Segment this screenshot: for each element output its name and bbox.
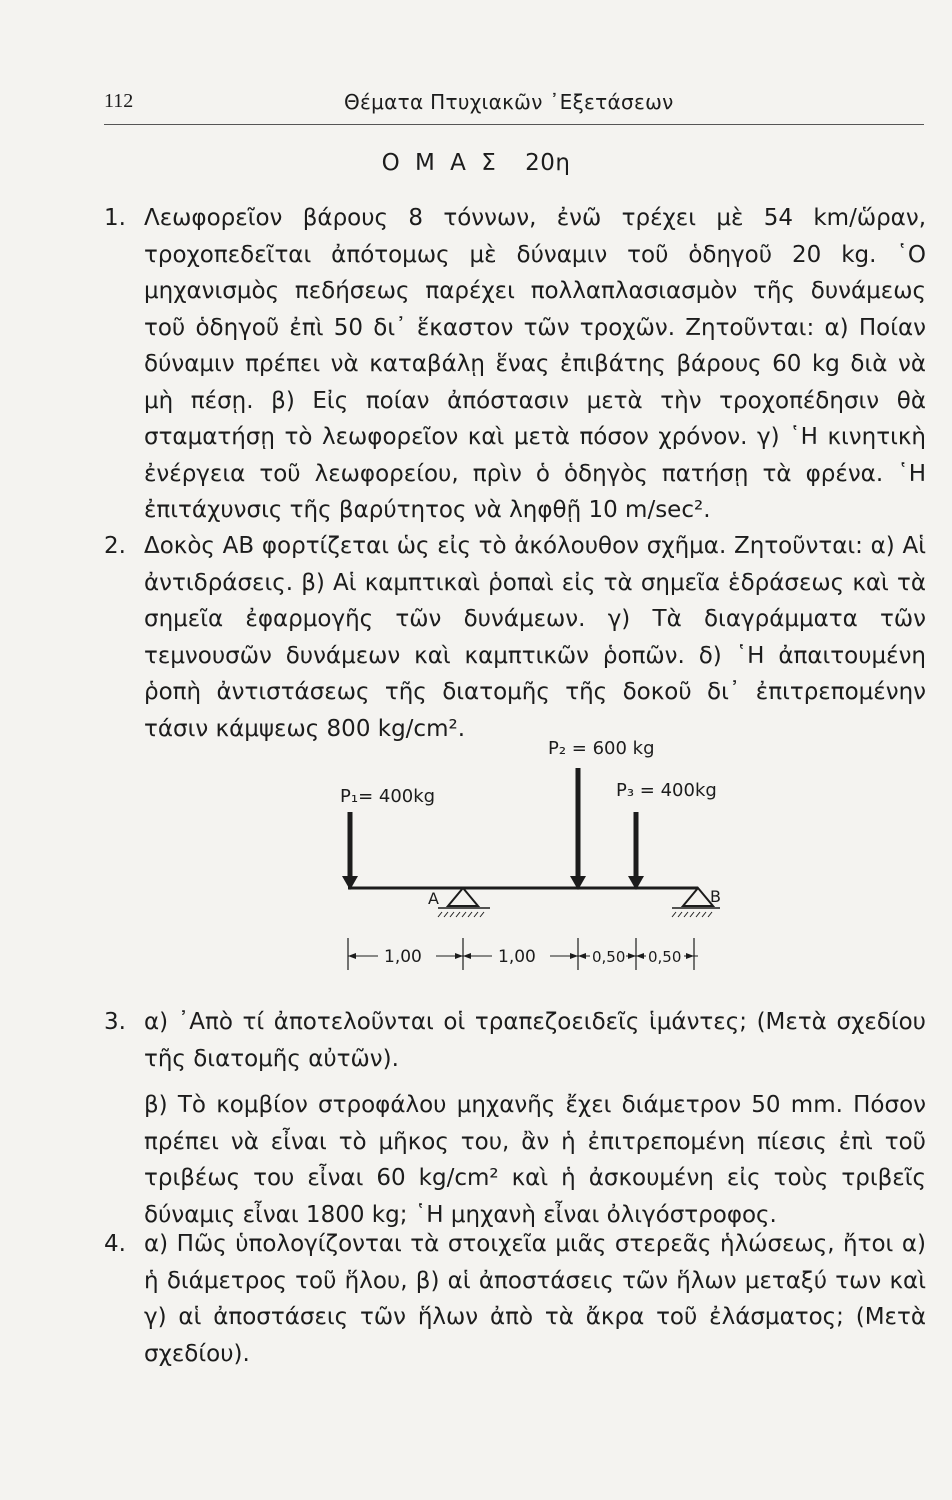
load-p2-label: P₂ = 600 kg: [548, 738, 655, 759]
problem-text-a: α) ᾿Απὸ τί ἀποτελοῦνται οἱ τραπεζοειδεῖς ἱμάντες; (Μετὰ σχεδίου τῆς διατομῆς αὐτῶν).: [144, 1009, 926, 1072]
dim-label-1: 1,00: [384, 947, 422, 967]
dim-label-4: 0,50: [648, 948, 682, 966]
running-header: [104, 88, 924, 125]
problem-text: α) Πῶς ὑπολογίζονται τὰ στοιχεῖα μιᾶς στερεᾶς ἡλώσεως, ἤτοι α) ἡ διάμετρος τοῦ ἥλου, β) αἱ ἀποστάσεις τῶν ἥλων μεταξύ των καὶ γ) αἱ ἀποστάσεις τῶν ἥλων ἀπὸ τὰ ἄκρα τοῦ ἐλάσματος; (Μετὰ σχεδίου).: [144, 1231, 926, 1367]
problem-number: 2.: [104, 533, 126, 559]
beam-diagram: [300, 730, 740, 980]
problem-2: [104, 528, 926, 747]
support-a: [448, 888, 478, 906]
support-b-label: B: [710, 887, 721, 906]
group-heading: [0, 150, 952, 176]
problem-text-b: β) Τὸ κομβίον στροφάλου μηχανῆς ἔχει διάμετρον 50 mm. Πόσον πρέπει νὰ εἶναι τὸ μῆκος του, ἂν ἡ ἐπιτρεπομένη πίεσις ἐπὶ τοῦ τριβέως του εἶναι 60 kg/cm² καὶ ἡ ἀσκουμένη εἰς τοὺς τριβεῖς δύναμις εἶναι 1800 kg; ῾Η μηχανὴ εἶναι ὀλιγόστροφος.: [144, 1092, 926, 1228]
page-number: 112: [104, 90, 134, 112]
problem-text: Λεωφορεῖον βάρους 8 τόννων, ἐνῶ τρέχει μὲ 54 km/ὥραν, τροχοπεδεῖται ἀπότομως μὲ δύναμιν τοῦ ὁδηγοῦ 20 kg. ῾Ο μηχανισμὸς πεδήσεως παρέχει πολλαπλασιασμὸν τῆς δυνάμεως τοῦ ὁδηγοῦ ἐπὶ 50 δι᾿ ἕκαστον τῶν τροχῶν. Ζητοῦνται: α) Ποίαν δύναμιν πρέπει νὰ καταβάλῃ ἕνας ἐπιβάτης βάρους 60 kg διὰ νὰ μὴ πέσῃ. β) Εἰς ποίαν ἀπόστασιν μετὰ τὴν τροχοπέδησιν θὰ σταματήσῃ τὸ λεωφορεῖον καὶ μετὰ πόσον χρόνον. γ) ῾Η κινητικὴ ἐνέργεια τοῦ λεωφορείου, πρὶν ὁ ὁδηγὸς πατήσῃ τὰ φρένα. ῾Η ἐπιτάχυνσις τῆς βαρύτητος νὰ ληφθῇ 10 m/sec².: [144, 205, 926, 523]
problem-text: Δοκὸς ΑΒ φορτίζεται ὡς εἰς τὸ ἀκόλουθον σχῆμα. Ζητοῦνται: α) Αἱ ἀντιδράσεις. β) Αἱ καμπτικαὶ ῥοπαὶ εἰς τὰ σημεῖα ἑδράσεως καὶ τὰ σημεῖα ἐφαρμογῆς τῶν δυνάμεων. γ) Τὰ διαγράμματα τῶν τεμνουσῶν δυνάμεων καὶ καμπτικῶν ῥοπῶν. δ) ῾Η ἀπαιτουμένη ῥοπὴ ἀντιστάσεως τῆς διατομῆς τῆς δοκοῦ δι᾿ ἐπιτρεπομένην τάσιν κάμψεως 800 kg/cm².: [144, 533, 926, 742]
problem-number: 4.: [104, 1231, 126, 1257]
problem-1: [104, 200, 926, 529]
dim-label-2: 1,00: [498, 947, 536, 967]
support-b: [683, 888, 713, 906]
problem-number: 1.: [104, 205, 126, 231]
load-p1-label: P₁= 400kg: [340, 786, 436, 807]
load-p3-label: P₃ = 400kg: [616, 780, 717, 801]
problem-4: [104, 1226, 926, 1372]
dim-label-3: 0,50: [592, 948, 626, 966]
support-a-label: A: [428, 889, 439, 908]
problem-3: [104, 1004, 926, 1233]
running-title: Θέματα Πτυχιακῶν ᾿Εξετάσεων: [344, 90, 674, 114]
group-number: 20η: [525, 150, 571, 176]
problem-number: 3.: [104, 1009, 126, 1035]
group-label: Ο Μ Α Σ: [381, 150, 500, 176]
